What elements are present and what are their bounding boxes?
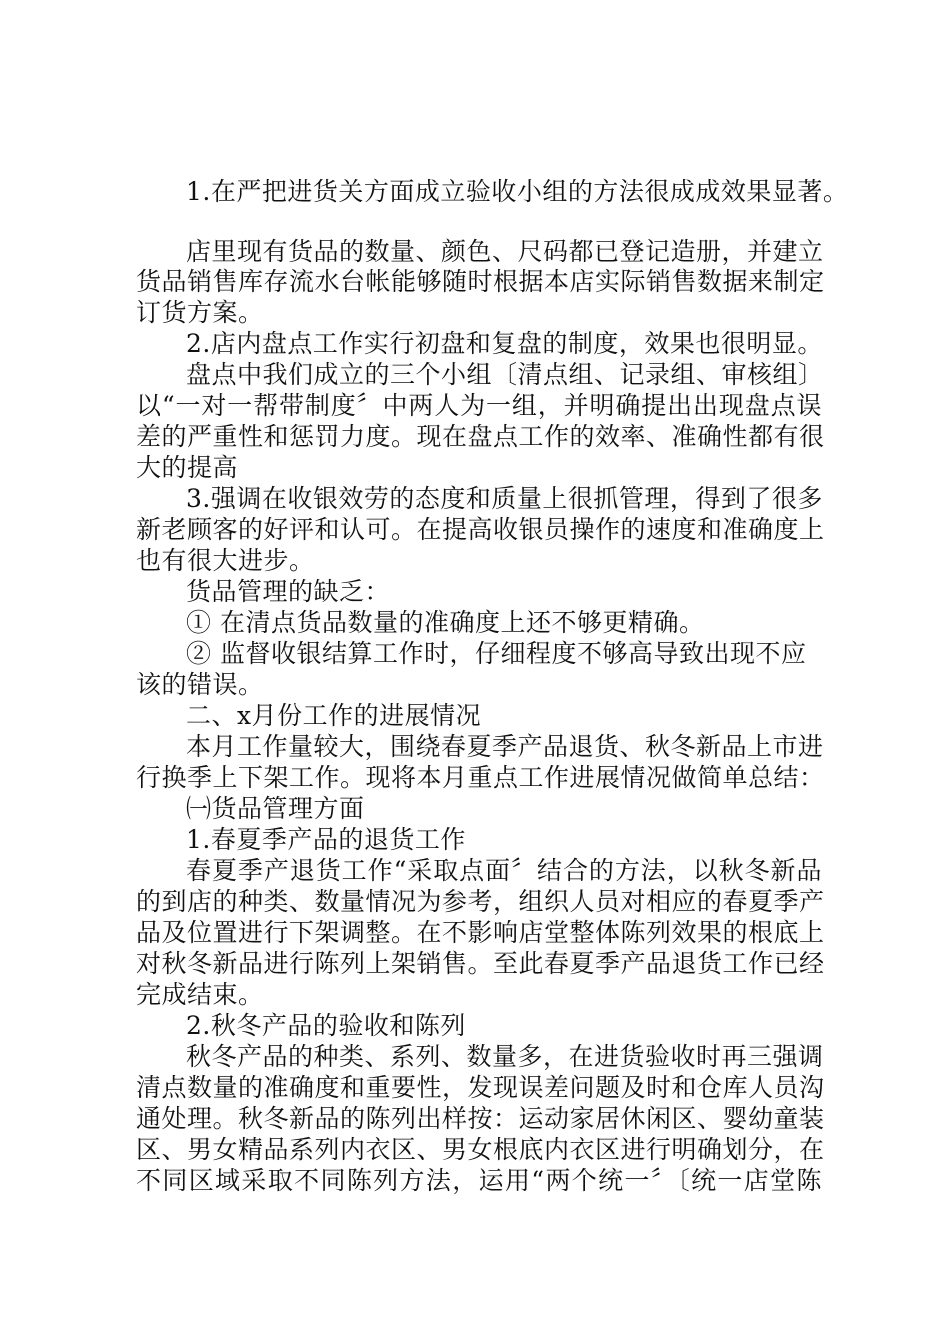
text-line: 春夏季产退货工作“采取点面〞结合的方法，以秋冬新品	[186, 856, 822, 885]
text-line: 不同区域采取不同陈列方法，运用“两个统一〞〔统一店堂陈	[136, 1166, 822, 1195]
text-line: 行换季上下架工作。现将本月重点工作进展情况做简单总结：	[136, 763, 825, 792]
text-line: 大的提高	[136, 453, 239, 482]
text-line: 货品管理的缺乏：	[186, 577, 391, 606]
text-line: 订货方案。	[136, 298, 264, 327]
text-line: 该的错误。	[136, 670, 264, 699]
text-line: 店里现有货品的数量、颜色、尺码都已登记造册，并建立	[186, 237, 824, 266]
text-line: 清点数量的准确度和重要性，发现误差问题及时和仓库人员沟	[136, 1073, 825, 1102]
text-line: 货品销售库存流水台帐能够随时根据本店实际销售数据来制定	[136, 267, 825, 296]
section-heading: 二、x月份工作的进展情况	[186, 701, 482, 730]
text-line: 2.店内盘点工作实行初盘和复盘的制度，效果也很明显。	[186, 329, 823, 358]
text-line: ① 在清点货品数量的准确度上还不够更精确。	[186, 608, 705, 637]
text-line: 差的严重性和惩罚力度。现在盘点工作的效率、准确性都有很	[136, 422, 825, 451]
subsection-heading: ㈠货品管理方面	[186, 794, 365, 823]
text-line: 1.在严把进货关方面成立验收小组的方法很成成效果显著。	[186, 177, 849, 206]
text-line: 秋冬产品的种类、系列、数量多，在进货验收时再三强调	[186, 1042, 824, 1071]
text-line: 也有很大进步。	[136, 546, 315, 575]
text-line: 新老顾客的好评和认可。在提高收银员操作的速度和准确度上	[136, 515, 825, 544]
text-line: 通处理。秋冬新品的陈列出样按：运动家居休闲区、婴幼童装	[136, 1104, 825, 1133]
text-line: ② 监督收银结算工作时，仔细程度不够高导致出现不应	[186, 639, 807, 668]
text-line: 3.强调在收银效劳的态度和质量上很抓管理，得到了很多	[186, 484, 823, 513]
text-line: 完成结束。	[136, 980, 264, 1009]
text-line: 本月工作量较大，围绕春夏季产品退货、秋冬新品上市进	[186, 732, 824, 761]
text-line: 对秋冬新品进行陈列上架销售。至此春夏季产品退货工作已经	[136, 949, 825, 978]
text-line: 品及位置进行下架调整。在不影响店堂整体陈列效果的根底上	[136, 918, 825, 947]
text-line: 的到店的种类、数量情况为参考，组织人员对相应的春夏季产	[136, 887, 825, 916]
text-line: 以“一对一帮带制度〞中两人为一组，并明确提出出现盘点误	[136, 391, 822, 420]
text-line: 区、男女精品系列内衣区、男女根底内衣区进行明确划分，在	[136, 1135, 825, 1164]
item-heading: 1.春夏季产品的退货工作	[186, 825, 466, 854]
item-heading: 2.秋冬产品的验收和陈列	[186, 1011, 466, 1040]
text-line: 盘点中我们成立的三个小组〔清点组、记录组、审核组〕	[186, 360, 824, 389]
